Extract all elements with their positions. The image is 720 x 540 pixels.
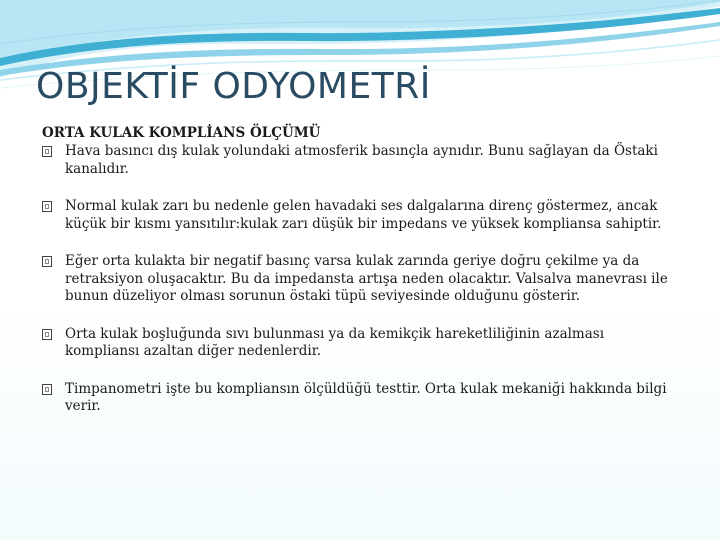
missing-glyph-box-icon (42, 201, 52, 212)
page-title: OBJEKTİF ODYOMETRİ (36, 66, 431, 107)
slide-content (42, 124, 682, 416)
bullet-item-5 (42, 381, 682, 416)
bullet-item-2 (42, 198, 682, 233)
bullet-text: Hava basıncı dış kulak yolundaki atmosferik basınçla aynıdır. Bunu sağlayan da Östaki kanalıdır. (65, 143, 658, 177)
bullet-item-1 (42, 143, 682, 178)
bullet-item-3 (42, 253, 682, 306)
missing-glyph-box-icon (42, 256, 52, 267)
bullet-item-4 (42, 326, 682, 361)
bullet-text: Timpanometri işte bu kompliansın ölçüldüğü testtir. Orta kulak mekaniği hakkında bilgi verir. (65, 380, 667, 414)
section-heading: ORTA KULAK KOMPLİANS ÖLÇÜMÜ (42, 125, 321, 141)
bullet-text: Normal kulak zarı bu nedenle gelen havadaki ses dalgalarına direnç göstermez, ancak küçük bir kısmı yansıtılır:kulak zarı düşük bir impedans ve yüksek kompliansa sahiptir. (65, 198, 662, 232)
bullet-text: Orta kulak boşluğunda sıvı bulunması ya da kemikçik hareketliliğinin azalması kompliansı azaltan diğer nedenlerdir. (65, 325, 605, 359)
missing-glyph-box-icon (42, 146, 52, 157)
missing-glyph-box-icon (42, 329, 52, 340)
bullet-list (42, 143, 682, 416)
bullet-text: Eğer orta kulakta bir negatif basınç varsa kulak zarında geriye doğru çekilme ya da retraksiyon oluşacaktır. Bu da impedansta artışa neden olacaktır. Valsalva manevrası ile bunun düzeliyor olması sorunun östaki tüpü seviyesinde olduğunu gösterir. (65, 253, 668, 304)
missing-glyph-box-icon (42, 384, 52, 395)
